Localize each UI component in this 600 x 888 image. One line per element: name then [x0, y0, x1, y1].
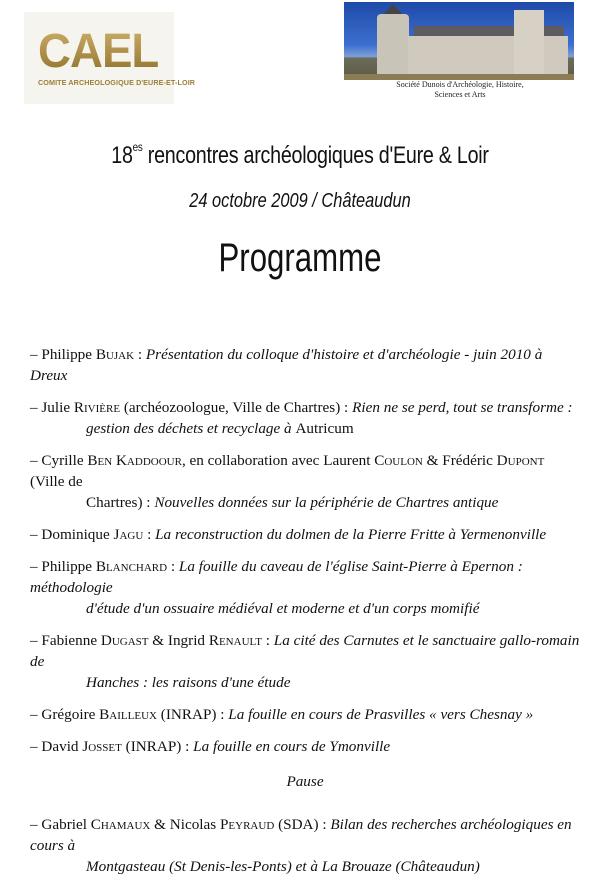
programme-item — [30, 556, 580, 619]
item-line — [30, 524, 580, 545]
page-title: Programme — [218, 236, 382, 280]
talk-title: La fouille en cours de Ymonville — [193, 738, 391, 755]
castle-wing — [408, 36, 568, 76]
item-line-continued — [30, 672, 580, 693]
text: – Philippe — [30, 346, 96, 363]
text: – Grégoire — [30, 706, 100, 723]
text: : — [261, 632, 274, 649]
programme-item — [30, 814, 580, 877]
item-line — [30, 556, 580, 598]
talk-title: La fouille du caveau de l'église Saint-Pierre à Epernon : méthodologie — [30, 558, 523, 596]
programme-item — [30, 450, 580, 513]
item-line-continued — [30, 856, 580, 877]
text: – Gabriel — [30, 816, 91, 833]
round-tower — [377, 14, 409, 76]
cael-logo — [24, 12, 196, 104]
programme-item — [30, 736, 580, 757]
text: – David — [30, 738, 83, 755]
text: Chartres) : — [86, 494, 155, 511]
event-date: 24 octobre 2009 / Châteaudun — [189, 190, 411, 212]
speaker-surname: Chamaux — [90, 816, 151, 833]
programme-item — [30, 397, 580, 439]
speaker-surname: Bailleux — [99, 706, 157, 723]
castle-facade — [514, 10, 544, 76]
programme-item — [30, 704, 580, 725]
text: & Frédéric — [422, 452, 497, 469]
text: – Fabienne — [30, 632, 101, 649]
text: (INRAP) : — [121, 738, 194, 755]
item-line-continued — [30, 418, 580, 439]
talk-title: gestion des déchets et recyclage à — [86, 420, 296, 437]
text: (INRAP) : — [156, 706, 229, 723]
text: & Nicolas — [150, 816, 220, 833]
item-line-continued — [30, 492, 580, 513]
item-line — [30, 736, 580, 757]
talk-title: Présentation du colloque d'histoire et d'archéologie - juin 2010 à Dreux — [30, 346, 543, 384]
item-line — [30, 630, 580, 672]
logo-wordmark: CAEL — [38, 25, 159, 78]
text: & Ingrid — [148, 632, 209, 649]
talk-title: La reconstruction du dolmen de la Pierre Fritte à Yermenonville — [155, 526, 547, 543]
text: Autricum — [295, 420, 354, 437]
text: : — [143, 526, 156, 543]
talk-title: La cité des Carnutes et le sanctuaire gallo-romain de — [30, 632, 580, 670]
chateau-photo — [344, 2, 574, 80]
text: : — [134, 346, 146, 363]
programme-list — [30, 344, 580, 888]
item-line — [30, 397, 580, 418]
speaker-surname: Josset — [82, 738, 122, 755]
talk-title: Nouvelles données sur la périphérie de Chartres antique — [154, 494, 499, 511]
pause-label: Pause — [286, 773, 324, 790]
photo-caption: Société Dunois d'Archéologie, Histoire, Sciences et Arts — [396, 80, 524, 99]
programme-item — [30, 344, 580, 386]
talk-title: Montgasteau (St Denis-les-Ponts) et à La Brouaze (Châteaudun) — [86, 858, 480, 875]
text: – Philippe — [30, 558, 96, 575]
programme-item — [30, 524, 580, 545]
item-line — [30, 344, 580, 386]
item-line — [30, 450, 580, 492]
text: (SDA) : — [274, 816, 331, 833]
text: (Ville de — [30, 473, 83, 490]
logo-subtitle: COMITE ARCHEOLOGIQUE D'EURE-ET-LOIR — [38, 78, 196, 87]
speaker-surname: Renault — [208, 632, 262, 649]
talk-title: Bilan des recherches archéologiques en cours à — [30, 816, 572, 854]
item-line-continued — [30, 598, 580, 619]
speaker-surname: Ben Kaddoour — [87, 452, 182, 469]
item-line — [30, 704, 580, 725]
talk-title: d'étude d'un ossuaire médiéval et moderne et d'un corps momifié — [86, 600, 480, 617]
event-title: $18^{es}$ rencontres archéologiques d'Eure & Loir — [111, 140, 489, 169]
speaker-surname: Dupont — [496, 452, 545, 469]
text: (archéozoologue, Ville de Chartres) : — [120, 399, 353, 416]
speaker-surname: Rivière — [73, 399, 121, 416]
speaker-surname: Peyraud — [219, 816, 275, 833]
text: : — [167, 558, 179, 575]
text: , en collaboration avec Laurent — [181, 452, 375, 469]
talk-title: La fouille en cours de Prasvilles « vers Chesnay » — [228, 706, 534, 723]
speaker-surname: Blanchard — [95, 558, 168, 575]
text: – Cyrille — [30, 452, 88, 469]
speaker-surname: Jagu — [113, 526, 144, 543]
text: – Dominique — [30, 526, 114, 543]
speaker-surname: Coulon — [374, 452, 423, 469]
programme-item — [30, 630, 580, 693]
talk-title: Hanches : les raisons d'une étude — [86, 674, 291, 691]
item-line — [30, 814, 580, 856]
text: – Julie — [30, 399, 74, 416]
talk-title: Rien ne se perd, tout se transforme : — [352, 399, 573, 416]
speaker-surname: Bujak — [95, 346, 135, 363]
speaker-surname: Dugast — [100, 632, 149, 649]
